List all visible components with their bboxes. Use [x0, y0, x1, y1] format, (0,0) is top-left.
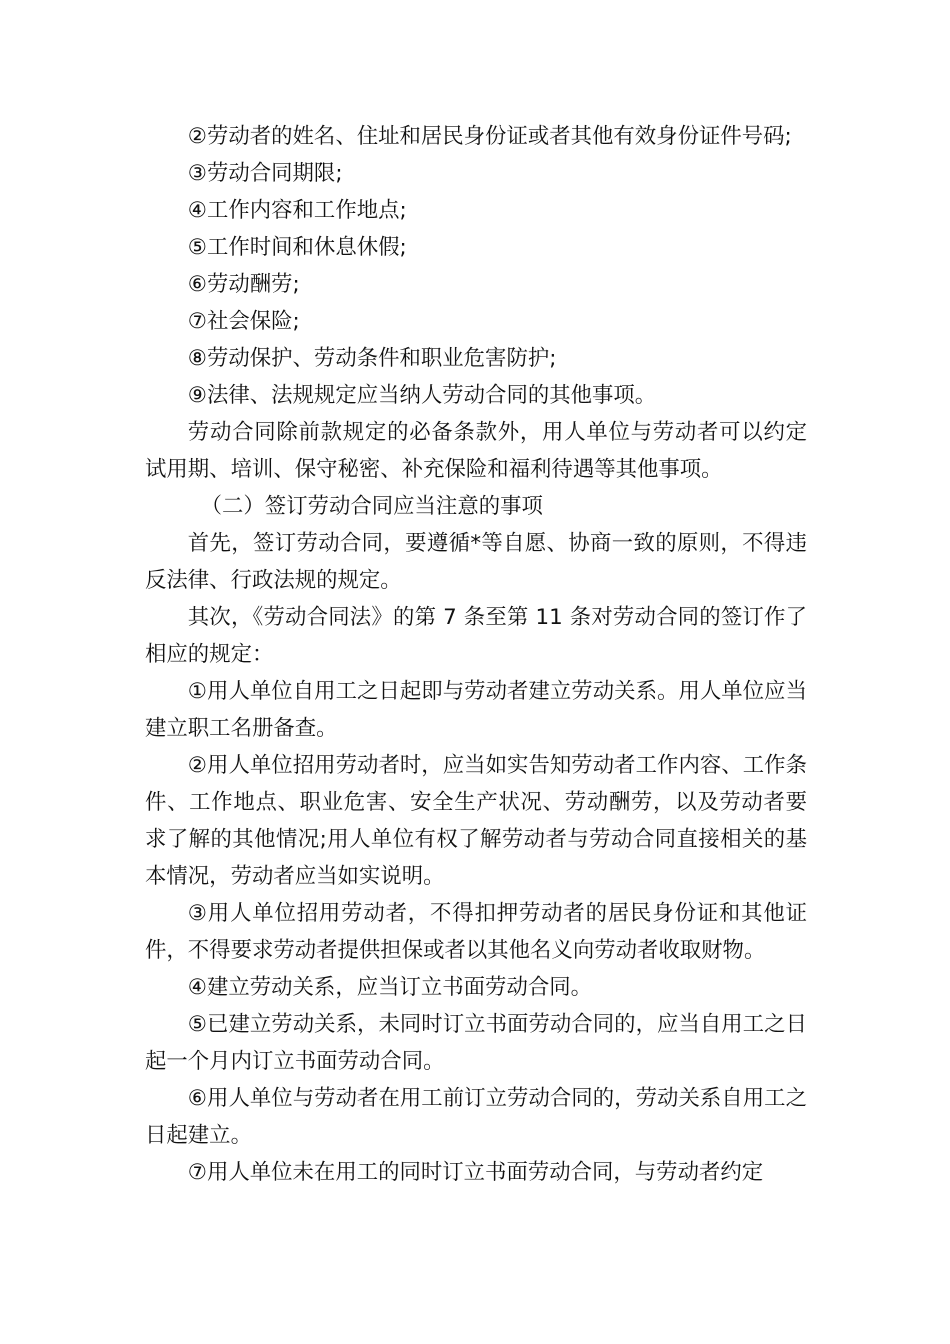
paragraph-optional-terms: 劳动合同除前款规定的必备条款外，用人单位与劳动者可以约定试用期、培训、保守秘密、补充保险和福利待遇等其他事项。	[145, 420, 807, 482]
section-heading: （二）签订劳动合同应当注意的事项	[200, 494, 543, 519]
paragraph-item-7: ⑦社会保险;	[187, 309, 300, 334]
paragraph-item-2: ②劳动者的姓名、住址和居民身份证或者其他有效身份证件号码;	[187, 124, 792, 149]
rule-item-2: ②用人单位招用劳动者时，应当如实告知劳动者工作内容、工作条件、工作地点、职业危害、安全生产状况、劳动酬劳，以及劳动者要求了解的其他情况;用人单位有权了解劳动者与劳动合同直接相关的基本情况，劳动者应当如实说明。	[145, 753, 807, 889]
rule-item-6: ⑥用人单位与劳动者在用工前订立劳动合同的，劳动关系自用工之日起建立。	[145, 1086, 807, 1148]
rule-item-4: ④建立劳动关系，应当订立书面劳动合同。	[187, 975, 593, 1000]
paragraph-item-5: ⑤工作时间和休息休假;	[187, 235, 407, 260]
paragraph-first: 首先，签订劳动合同，要遵循*等自愿、协商一致的原则，不得违反法律、行政法规的规定。	[145, 531, 807, 593]
rule-item-1: ①用人单位自用工之日起即与劳动者建立劳动关系。用人单位应当建立职工名册备查。	[145, 679, 807, 741]
rule-item-7: ⑦用人单位未在用工的同时订立书面劳动合同，与劳动者约定	[187, 1160, 764, 1185]
paragraph-item-4: ④工作内容和工作地点;	[187, 198, 407, 223]
paragraph-second: 其次，《劳动合同法》的第 7 条至第 11 条对劳动合同的签订作了相应的规定：	[145, 605, 807, 667]
paragraph-item-9: ⑨法律、法规规定应当纳人劳动合同的其他事项。	[187, 383, 657, 408]
rule-item-5: ⑤已建立劳动关系，未同时订立书面劳动合同的，应当自用工之日起一个月内订立书面劳动合同。	[145, 1012, 807, 1074]
paragraph-item-8: ⑧劳动保护、劳动条件和职业危害防护;	[187, 346, 557, 371]
document-body	[145, 118, 807, 1191]
paragraph-item-6: ⑥劳动酬劳;	[187, 272, 300, 297]
paragraph-item-3: ③劳动合同期限;	[187, 161, 343, 186]
rule-item-3: ③用人单位招用劳动者，不得扣押劳动者的居民身份证和其他证件，不得要求劳动者提供担保或者以其他名义向劳动者收取财物。	[145, 901, 807, 963]
